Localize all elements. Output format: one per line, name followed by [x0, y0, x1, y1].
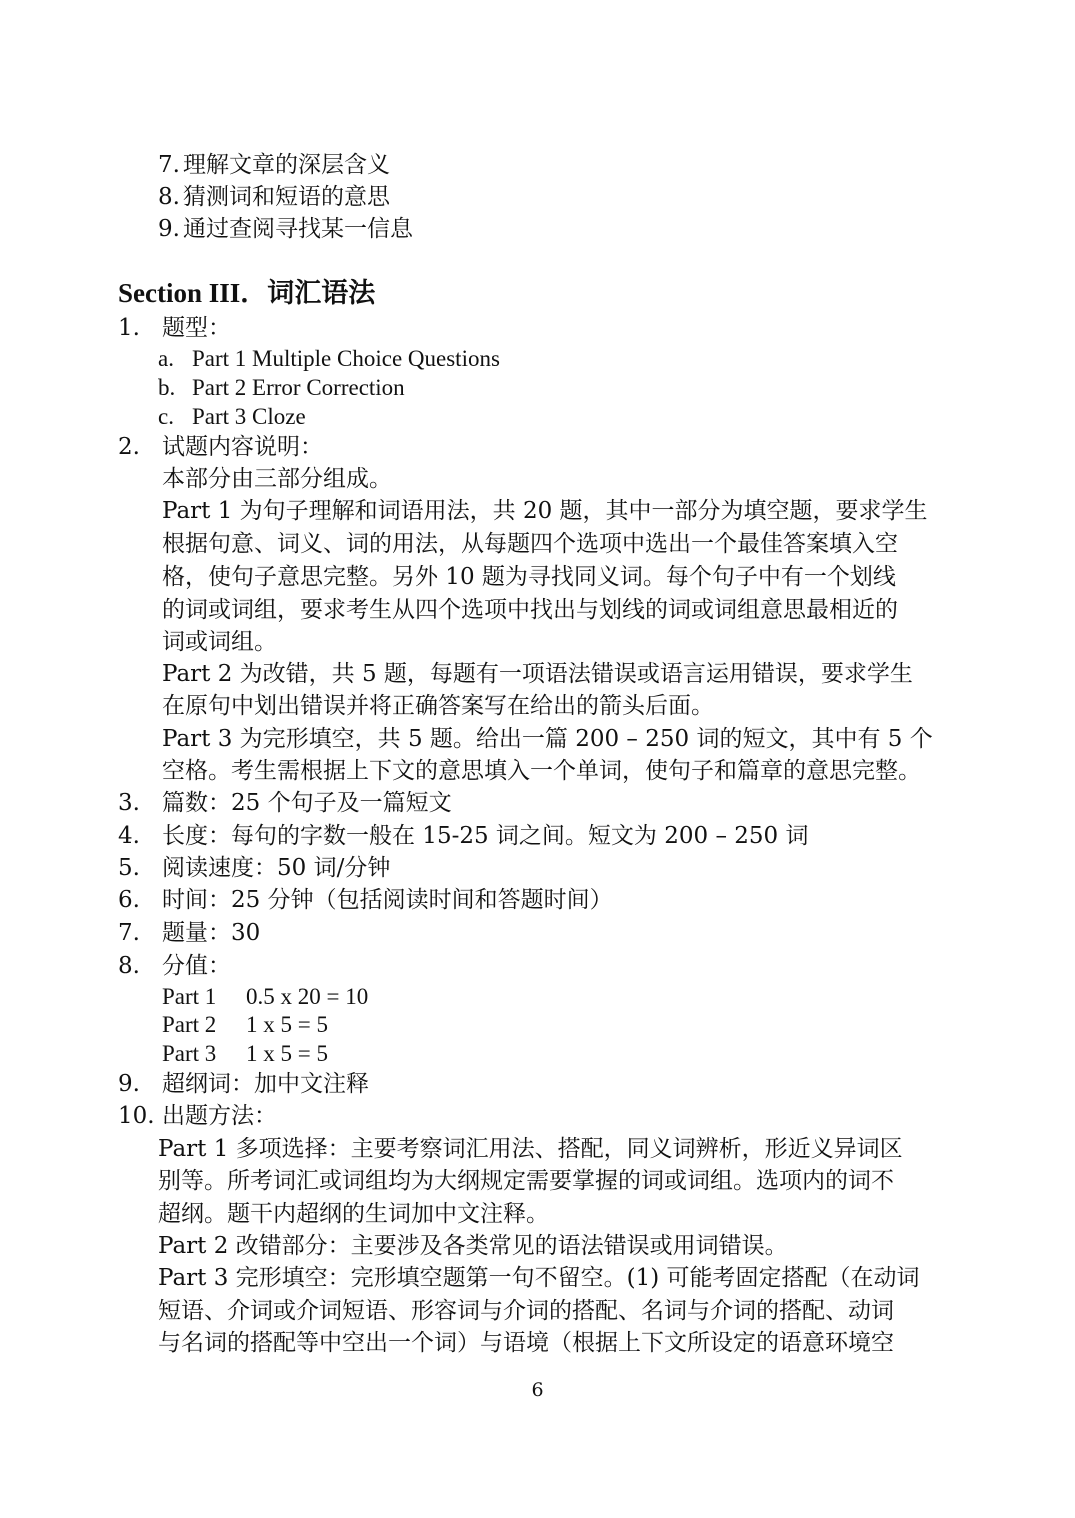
- item-number: 3.: [118, 790, 140, 816]
- item-number: 7.: [118, 920, 140, 946]
- item-label: 题型：: [162, 315, 231, 341]
- item-number: 4.: [118, 823, 140, 849]
- page-number: 6: [531, 1379, 544, 1401]
- paragraph-line: Part 3 完形填空：完形填空题第一句不留空。(1) 可能考固定搭配（在动词: [158, 1265, 920, 1291]
- paragraph-line: Part 1 为句子理解和词语用法，共 20 题，其中一部分为填空题，要求学生: [162, 498, 928, 524]
- item-number: 2.: [118, 434, 140, 460]
- score-part: Part 1: [162, 984, 217, 1009]
- score-part: Part 3: [162, 1041, 217, 1066]
- score-value: 1 x 5 = 5: [246, 1041, 328, 1066]
- list-number: 7.: [158, 152, 180, 178]
- paragraph-line: 词或词组。: [162, 629, 277, 655]
- score-value: 0.5 x 20 = 10: [246, 984, 369, 1009]
- item-label: 试题内容说明：: [162, 434, 323, 460]
- item-text: 长度：每句的字数一般在 15-25 词之间。短文为 200 – 250 词: [162, 823, 809, 849]
- item-number: 9.: [118, 1071, 140, 1097]
- score-value: 1 x 5 = 5: [246, 1012, 328, 1037]
- paragraph-line: Part 2 改错部分：主要涉及各类常见的语法错误或用词错误。: [158, 1233, 788, 1259]
- sub-item: Part 3 Cloze: [192, 404, 306, 429]
- paragraph-line: Part 1 多项选择：主要考察词汇用法、搭配，同义词辨析，形近义异词区: [158, 1136, 903, 1162]
- paragraph-line: 在原句中划出错误并将正确答案写在给出的箭头后面。: [162, 693, 714, 719]
- sub-item: Part 1 Multiple Choice Questions: [192, 346, 500, 371]
- sub-letter: b.: [158, 375, 176, 400]
- paragraph-line: 根据句意、词义、词的用法，从每题四个选项中选出一个最佳答案填入空: [162, 531, 898, 557]
- item-number: 1.: [118, 315, 140, 341]
- paragraph-line: Part 2 为改错，共 5 题，每题有一项语法错误或语言运用错误，要求学生: [162, 661, 913, 687]
- paragraph-line: 的词或词组，要求考生从四个选项中找出与划线的词或词组意思最相近的: [162, 597, 898, 623]
- paragraph-line: 别等。所考词汇或词组均为大纲规定需要掌握的词或词组。选项内的词不: [158, 1168, 894, 1194]
- item-text: 超纲词：加中文注释: [162, 1071, 369, 1097]
- paragraph-line: 短语、介词或介词短语、形容词与介词的搭配、名词与介词的搭配、动词: [158, 1298, 894, 1324]
- paragraph-line: 超纲。题干内超纲的生词加中文注释。: [158, 1201, 549, 1227]
- item-number: 6.: [118, 887, 140, 913]
- section-heading: Section III．词汇语法: [118, 278, 376, 308]
- paragraph-line: Part 3 为完形填空，共 5 题。给出一篇 200 – 250 词的短文，其中有 5 个: [162, 726, 933, 752]
- list-item: 理解文章的深层含义: [183, 152, 390, 178]
- list-number: 9.: [158, 216, 180, 242]
- sub-letter: a.: [158, 346, 174, 371]
- item-number: 10.: [118, 1103, 155, 1129]
- item-text: 篇数：25 个句子及一篇短文: [162, 790, 452, 816]
- paragraph-line: 格，使句子意思完整。另外 10 题为寻找同义词。每个句子中有一个划线: [162, 564, 896, 590]
- item-number: 5.: [118, 855, 140, 881]
- item-text: 时间：25 分钟（包括阅读时间和答题时间）: [162, 887, 613, 913]
- sub-item: Part 2 Error Correction: [192, 375, 405, 400]
- paragraph-line: 空格。考生需根据上下文的意思填入一个单词，使句子和篇章的意思完整。: [162, 758, 921, 784]
- list-number: 8.: [158, 184, 180, 210]
- paragraph-line: 与名词的搭配等中空出一个词）与语境（根据上下文所设定的语意环境空: [158, 1330, 894, 1356]
- sub-letter: c.: [158, 404, 174, 429]
- item-text: 阅读速度：50 词/分钟: [162, 855, 391, 881]
- item-number: 8.: [118, 953, 140, 979]
- score-part: Part 2: [162, 1012, 217, 1037]
- paragraph-line: 本部分由三部分组成。: [162, 466, 392, 492]
- list-item: 猜测词和短语的意思: [183, 184, 390, 210]
- item-label: 分值：: [162, 953, 231, 979]
- list-item: 通过查阅寻找某一信息: [183, 216, 413, 242]
- item-text: 题量：30: [162, 920, 261, 946]
- item-label: 出题方法：: [162, 1103, 277, 1129]
